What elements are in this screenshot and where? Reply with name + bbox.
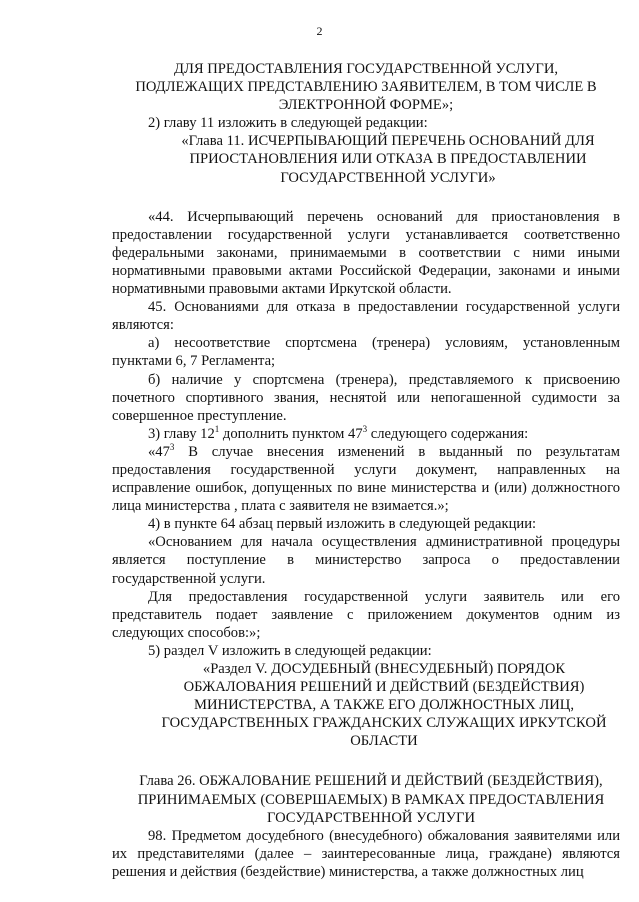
item-b: б) наличие у спортсмена (тренера), представляемого к присвоению почетного спортивного звания, неснятой или непогашенной судимости за совершенное преступление. (112, 371, 620, 424)
document-body (112, 60, 620, 881)
amendment-5: 5) раздел V изложить в следующей редакции: (148, 642, 432, 659)
paragraph-44: «44. Исчерпывающий перечень оснований для приостановления в предоставлении государственной услуги устанавливается соответственно федеральными законами, принимаемыми в соответствии с ними иными нормативными правовыми актами Российской Федерации, законами и иными нормативными правовыми актами Иркутской области. (112, 208, 620, 298)
chapter-11-heading: «Глава 11. ИСЧЕРПЫВАЮЩИЙ ПЕРЕЧЕНЬ ОСНОВАНИЙ ДЛЯ ПРИОСТАНОВЛЕНИЯ ИЛИ ОТКАЗА В ПРЕДОСТАВЛЕНИИ ГОСУДАРСТВЕННОЙ УСЛУГИ» (181, 133, 595, 186)
spacer (112, 750, 620, 772)
spacer (112, 187, 620, 208)
amendment-2: 2) главу 11 изложить в следующей редакции: (148, 115, 428, 132)
chapter-26-heading: Глава 26. ОБЖАЛОВАНИЕ РЕШЕНИЙ И ДЕЙСТВИЙ (БЕЗДЕЙСТВИЯ), ПРИНИМАЕМЫХ (СОВЕРШАЕМЫХ) В РАМКАХ ПРЕДОСТАВЛЕНИЯ ГОСУДАРСТВЕННОЙ УСЛУГИ (137, 773, 605, 826)
paragraph-45: 45. Основаниями для отказа в предоставлении государственной услуги являются: (112, 299, 620, 334)
item-a: а) несоответствие спортсмена (тренера) условиям, установленным пунктами 6, 7 Регламента; (112, 335, 620, 370)
amendment-3: 3) главу $12^1$ дополнить пунктом $47^3$ следующего содержания: (148, 423, 529, 442)
page-number: 2 (316, 24, 323, 38)
heading-continuation: ДЛЯ ПРЕДОСТАВЛЕНИЯ ГОСУДАРСТВЕННОЙ УСЛУГИ, ПОДЛЕЖАЩИХ ПРЕДСТАВЛЕНИЮ ЗАЯВИТЕЛЕМ, В ТОМ ЧИСЛЕ В ЭЛЕКТРОННОЙ ФОРМЕ»; (135, 61, 597, 114)
paragraph-64-first: «Основанием для начала осуществления административной процедуры является поступление в министерство запроса о предоставлении государственной услуги. (112, 534, 620, 587)
paragraph-47-3: «$47^3$ В случае внесения изменений в выданный по результатам предоставления государственной услуги документ, направленных на исправление ошибок, допущенных по вине министерства и (или) должностного лица министерства , плата с заявителя не взимается.»; (112, 441, 620, 515)
amendment-4: 4) в пункте 64 абзац первый изложить в следующей редакции: (148, 516, 537, 533)
section-5-heading: «Раздел V. ДОСУДЕБНЫЙ (ВНЕСУДЕБНЫЙ) ПОРЯДОК ОБЖАЛОВАНИЯ РЕШЕНИЙ И ДЕЙСТВИЙ (БЕЗДЕЙСТВИЯ) МИНИСТЕРСТВА, А ТАКЖЕ ЕГО ДОЛЖНОСТНЫХ ЛИЦ, ГОСУДАРСТВЕННЫХ ГРАЖДАНСКИХ СЛУЖАЩИХ ИРКУТСКОЙ ОБЛАСТИ (161, 661, 607, 750)
paragraph-98: 98. Предметом досудебного (внесудебного) обжалования заявителями или их представителями (далее – заинтересованные лица, граждане) являются решения и действия (бездействие) министерства, а также должностных лиц (112, 827, 620, 880)
paragraph-64-second: Для предоставления государственной услуги заявитель или его представитель подает заявление с приложением документов одним из следующих способов:»; (112, 588, 620, 641)
